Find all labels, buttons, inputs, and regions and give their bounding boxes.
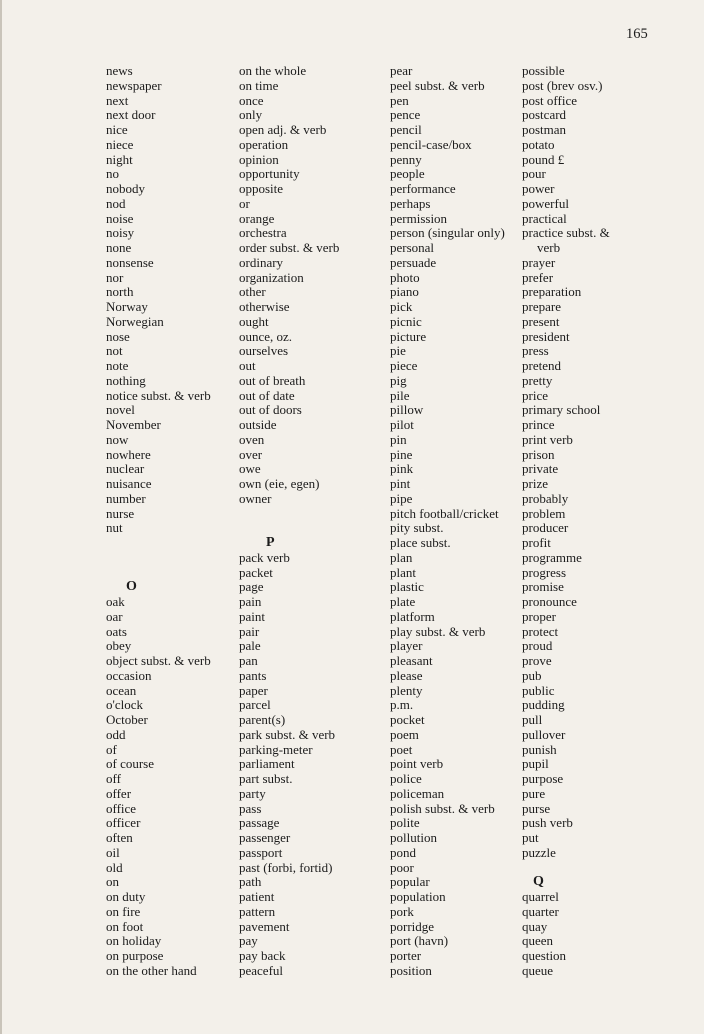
word-entry: noisy <box>106 225 135 241</box>
word-entry: news <box>106 63 133 78</box>
word-entry: page <box>239 579 264 595</box>
word-entry: only <box>239 107 263 123</box>
word-entry: own (eie, egen) <box>239 476 320 491</box>
word-entry: player <box>390 638 423 654</box>
word-entry: passenger <box>239 830 291 845</box>
word-entry: obey <box>106 638 132 654</box>
section-letter-heading: O <box>126 579 137 595</box>
word-entry: organization <box>239 269 304 285</box>
word-entry: point verb <box>390 756 444 772</box>
word-entry: pan <box>239 653 258 668</box>
word-entry: order subst. & verb <box>239 240 340 255</box>
word-entry: popular <box>390 874 430 890</box>
word-entry: passport <box>239 844 283 860</box>
word-entry: nuisance <box>106 476 152 491</box>
word-entry: packet <box>239 564 273 580</box>
word-entry: night <box>106 151 133 167</box>
word-entry: plant <box>390 564 416 580</box>
word-entry: p.m. <box>390 697 414 713</box>
word-entry: person (singular only) <box>390 225 505 241</box>
word-entry: practice subst. & <box>522 225 610 241</box>
word-entry: pear <box>390 63 413 78</box>
word-entry: note <box>106 358 129 373</box>
word-entry: prefer <box>522 269 554 285</box>
word-entry: pence <box>390 107 421 123</box>
word-entry: place subst. <box>390 535 451 550</box>
word-entry: play subst. & verb <box>390 623 486 639</box>
word-entry: piano <box>390 284 419 300</box>
word-entry: pass <box>239 800 262 816</box>
word-entry: progress <box>522 564 567 580</box>
word-column-1 <box>106 64 228 979</box>
word-entry: notice subst. & verb <box>106 387 211 403</box>
word-entry: old <box>106 859 123 875</box>
word-entry: pronounce <box>522 594 577 609</box>
word-entry: pencil <box>390 122 422 137</box>
word-entry: nowhere <box>106 446 151 462</box>
word-entry: pants <box>239 667 267 683</box>
blank-line <box>106 536 228 551</box>
word-entry: nobody <box>106 181 145 196</box>
word-entry: officer <box>106 815 141 831</box>
word-entry: position <box>390 962 432 978</box>
blank-line <box>239 521 379 536</box>
word-entry: port (havn) <box>390 933 449 949</box>
word-entry: policeman <box>390 785 445 801</box>
word-entry: oak <box>106 594 125 609</box>
word-entry: occasion <box>106 667 152 683</box>
word-entry: print verb <box>522 431 573 447</box>
word-entry: prince <box>522 417 555 432</box>
word-entry: porter <box>390 948 422 963</box>
word-entry: pretend <box>522 358 561 373</box>
word-entry: pale <box>239 638 261 654</box>
word-entry: pencil-case/box <box>390 136 472 152</box>
page-edge-rule <box>0 0 2 1034</box>
word-entry: plenty <box>390 682 423 698</box>
word-entry: parent(s) <box>239 712 286 727</box>
word-entry: ounce, oz. <box>239 328 293 344</box>
word-entry: pretty <box>522 372 553 388</box>
word-entry: prove <box>522 653 552 668</box>
word-entry: nonsense <box>106 254 154 270</box>
word-entry: prayer <box>522 254 556 270</box>
word-entry: pork <box>390 903 414 919</box>
word-entry: Norwegian <box>106 313 164 329</box>
word-entry: quay <box>522 918 548 934</box>
blank-line <box>239 507 379 522</box>
word-entry: ourselves <box>239 343 289 359</box>
word-entry: prepare <box>522 299 561 314</box>
word-entry: out of date <box>239 387 295 403</box>
word-entry: poor <box>390 859 414 875</box>
word-entry: offer <box>106 785 132 801</box>
word-entry: purse <box>522 800 551 816</box>
word-entry: path <box>239 874 262 890</box>
word-entry: post office <box>522 92 577 108</box>
word-entry: push verb <box>522 815 573 831</box>
word-entry: oar <box>106 608 123 624</box>
word-entry: perhaps <box>390 195 431 211</box>
word-entry: performance <box>390 181 456 196</box>
word-entry: practical <box>522 210 567 226</box>
word-entry: put <box>522 830 539 845</box>
word-entry: president <box>522 328 570 344</box>
word-entry: powerful <box>522 195 569 211</box>
word-entry: part subst. <box>239 771 293 786</box>
word-entry: prize <box>522 476 548 491</box>
word-entry: potato <box>522 136 555 152</box>
word-entry: pig <box>390 372 407 388</box>
word-entry: pullover <box>522 726 566 742</box>
word-entry: piece <box>390 358 418 373</box>
word-entry: opportunity <box>239 166 300 182</box>
word-entry: population <box>390 889 446 904</box>
word-entry: present <box>522 313 560 329</box>
word-entry: proud <box>522 638 553 654</box>
word-entry: open adj. & verb <box>239 122 327 137</box>
word-entry: ought <box>239 313 269 329</box>
word-entry: opinion <box>239 151 279 167</box>
word-entry: nor <box>106 269 124 285</box>
blank-line <box>106 566 228 581</box>
word-entry: owner <box>239 490 272 506</box>
word-entry: poem <box>390 726 419 742</box>
word-entry: over <box>239 446 263 462</box>
word-entry: quarrel <box>522 889 559 904</box>
word-entry: pack verb <box>239 549 290 565</box>
word-entry: queue <box>522 962 554 978</box>
word-entry: poet <box>390 741 413 757</box>
word-entry: patient <box>239 889 275 904</box>
word-entry: penny <box>390 151 422 167</box>
word-entry: office <box>106 800 137 816</box>
word-entry: pour <box>522 166 546 182</box>
word-entry: nice <box>106 122 128 137</box>
word-entry: puzzle <box>522 844 556 860</box>
word-entry: pull <box>522 712 543 727</box>
word-entry: pay back <box>239 948 286 963</box>
word-entry: o'clock <box>106 697 143 713</box>
word-entry: operation <box>239 136 289 152</box>
word-entry: pavement <box>239 918 290 934</box>
word-entry: outside <box>239 417 277 432</box>
word-entry: probably <box>522 490 569 506</box>
word-entry: question <box>522 948 567 963</box>
word-entry: primary school <box>522 402 601 418</box>
word-entry: plate <box>390 594 416 609</box>
word-entry: newspaper <box>106 77 162 93</box>
word-entry: owe <box>239 461 261 477</box>
word-entry: opposite <box>239 181 284 196</box>
word-entry: oats <box>106 623 127 639</box>
word-entry: often <box>106 830 133 845</box>
word-entry: promise <box>522 579 564 595</box>
word-entry: north <box>106 284 134 300</box>
word-entry: on the whole <box>239 63 307 78</box>
word-entry: pity subst. <box>390 520 444 536</box>
word-entry: purpose <box>522 771 564 786</box>
section-letter-heading: Q <box>533 874 544 890</box>
word-entry: plastic <box>390 579 424 595</box>
word-entry: parliament <box>239 756 295 772</box>
word-entry: programme <box>522 549 582 565</box>
word-column-4 <box>522 64 647 979</box>
word-entry: proper <box>522 608 556 624</box>
word-entry: pupil <box>522 756 549 772</box>
word-entry: post (brev osv.) <box>522 77 603 93</box>
word-entry: otherwise <box>239 299 290 314</box>
word-entry: producer <box>522 520 569 536</box>
word-entry: orchestra <box>239 225 287 241</box>
blank-line <box>522 861 647 876</box>
word-entry: orange <box>239 210 275 226</box>
word-entry: queen <box>522 933 554 949</box>
word-entry: of <box>106 741 117 757</box>
word-entry: park subst. & verb <box>239 726 336 742</box>
blank-line <box>106 551 228 566</box>
word-entry: nurse <box>106 505 135 521</box>
word-entry: none <box>106 240 132 255</box>
word-entry: pine <box>390 446 413 462</box>
word-column-3 <box>390 64 518 979</box>
page-number: 165 <box>626 26 648 42</box>
word-entry: pile <box>390 387 410 403</box>
word-entry: pitch football/cricket <box>390 505 499 521</box>
word-entry: pollution <box>390 830 437 845</box>
word-entry: ocean <box>106 682 137 698</box>
word-entry: once <box>239 92 264 108</box>
word-entry: paper <box>239 682 268 698</box>
word-entry: on <box>106 874 119 890</box>
word-entry: picture <box>390 328 427 344</box>
word-entry: prison <box>522 446 555 462</box>
word-entry: parcel <box>239 697 271 713</box>
word-entry: persuade <box>390 254 437 270</box>
word-entry: photo <box>390 269 420 285</box>
word-entry: pocket <box>390 712 425 727</box>
word-entry: not <box>106 343 123 359</box>
word-entry: nose <box>106 328 130 344</box>
word-entry: on fire <box>106 903 141 919</box>
word-entry: pay <box>239 933 258 949</box>
word-entry: Norway <box>106 299 148 314</box>
word-entry: please <box>390 667 423 683</box>
word-entry: peel subst. & verb <box>390 77 485 93</box>
word-entry: number <box>106 490 146 506</box>
word-entry: pie <box>390 343 406 359</box>
word-entry: pudding <box>522 697 565 713</box>
word-entry: people <box>390 166 425 182</box>
word-entry: no <box>106 166 119 182</box>
word-entry: pilot <box>390 417 414 432</box>
word-entry: noise <box>106 210 134 226</box>
word-entry: October <box>106 712 148 727</box>
word-entry: peaceful <box>239 962 284 978</box>
word-entry: public <box>522 682 555 698</box>
word-entry: nut <box>106 520 123 536</box>
word-entry: power <box>522 181 555 196</box>
word-entry: other <box>239 284 266 300</box>
word-entry: on foot <box>106 918 144 934</box>
word-entry: permission <box>390 210 448 226</box>
word-entry: out of doors <box>239 402 302 418</box>
word-entry: party <box>239 785 266 801</box>
word-entry: niece <box>106 136 134 152</box>
word-entry: verb <box>537 240 561 255</box>
word-entry: paint <box>239 608 265 624</box>
word-entry: pub <box>522 667 542 683</box>
word-entry: parking-meter <box>239 741 313 757</box>
word-entry: pair <box>239 623 260 639</box>
word-entry: postman <box>522 122 567 137</box>
word-entry: polite <box>390 815 420 831</box>
word-entry: porridge <box>390 918 435 934</box>
word-entry: plan <box>390 549 413 565</box>
word-entry: pound £ <box>522 151 565 167</box>
word-entry: police <box>390 771 422 786</box>
word-entry: nod <box>106 195 126 211</box>
word-entry: pain <box>239 594 262 609</box>
word-entry: odd <box>106 726 126 742</box>
word-entry: on time <box>239 77 279 93</box>
word-entry: possible <box>522 63 565 78</box>
word-entry: of course <box>106 756 155 772</box>
word-entry: off <box>106 771 121 786</box>
word-entry: postcard <box>522 107 567 123</box>
word-entry: novel <box>106 402 135 418</box>
word-entry: nuclear <box>106 461 145 477</box>
word-entry: pin <box>390 431 407 447</box>
word-entry: press <box>522 343 549 359</box>
word-entry: ordinary <box>239 254 284 270</box>
word-entry: price <box>522 387 548 403</box>
word-entry: personal <box>390 240 435 255</box>
word-entry: platform <box>390 608 435 624</box>
word-entry: passage <box>239 815 280 831</box>
word-entry: on purpose <box>106 948 164 963</box>
word-entry: picnic <box>390 313 422 329</box>
word-entry: preparation <box>522 284 582 300</box>
word-entry: November <box>106 417 161 432</box>
word-entry: out <box>239 358 256 373</box>
word-entry: private <box>522 461 559 477</box>
word-entry: pipe <box>390 490 413 506</box>
word-entry: pure <box>522 785 546 801</box>
word-entry: problem <box>522 505 566 521</box>
word-entry: pond <box>390 844 416 860</box>
word-entry: profit <box>522 535 551 550</box>
section-letter-heading: P <box>266 535 275 550</box>
word-entry: pink <box>390 461 414 477</box>
word-entry: on the other hand <box>106 962 197 978</box>
word-entry: pick <box>390 299 413 314</box>
word-entry: on holiday <box>106 933 162 949</box>
word-entry: polish subst. & verb <box>390 800 495 816</box>
word-entry: oil <box>106 844 120 860</box>
word-entry: punish <box>522 741 557 757</box>
word-entry: on duty <box>106 889 146 904</box>
word-entry: out of breath <box>239 372 306 388</box>
word-entry: past (forbi, fortid) <box>239 859 333 875</box>
word-entry: pint <box>390 476 411 491</box>
word-entry: pattern <box>239 903 276 919</box>
word-entry: pleasant <box>390 653 433 668</box>
word-entry: or <box>239 195 250 211</box>
word-entry: pen <box>390 92 409 108</box>
word-entry: protect <box>522 623 559 639</box>
word-entry: pillow <box>390 402 424 418</box>
word-column-2 <box>239 64 379 979</box>
word-entry: quarter <box>522 903 559 919</box>
word-entry: object subst. & verb <box>106 653 211 668</box>
word-entry: oven <box>239 431 265 447</box>
word-entry: now <box>106 431 129 447</box>
word-entry: nothing <box>106 372 146 388</box>
word-entry: next <box>106 92 129 108</box>
word-entry: next door <box>106 107 156 123</box>
